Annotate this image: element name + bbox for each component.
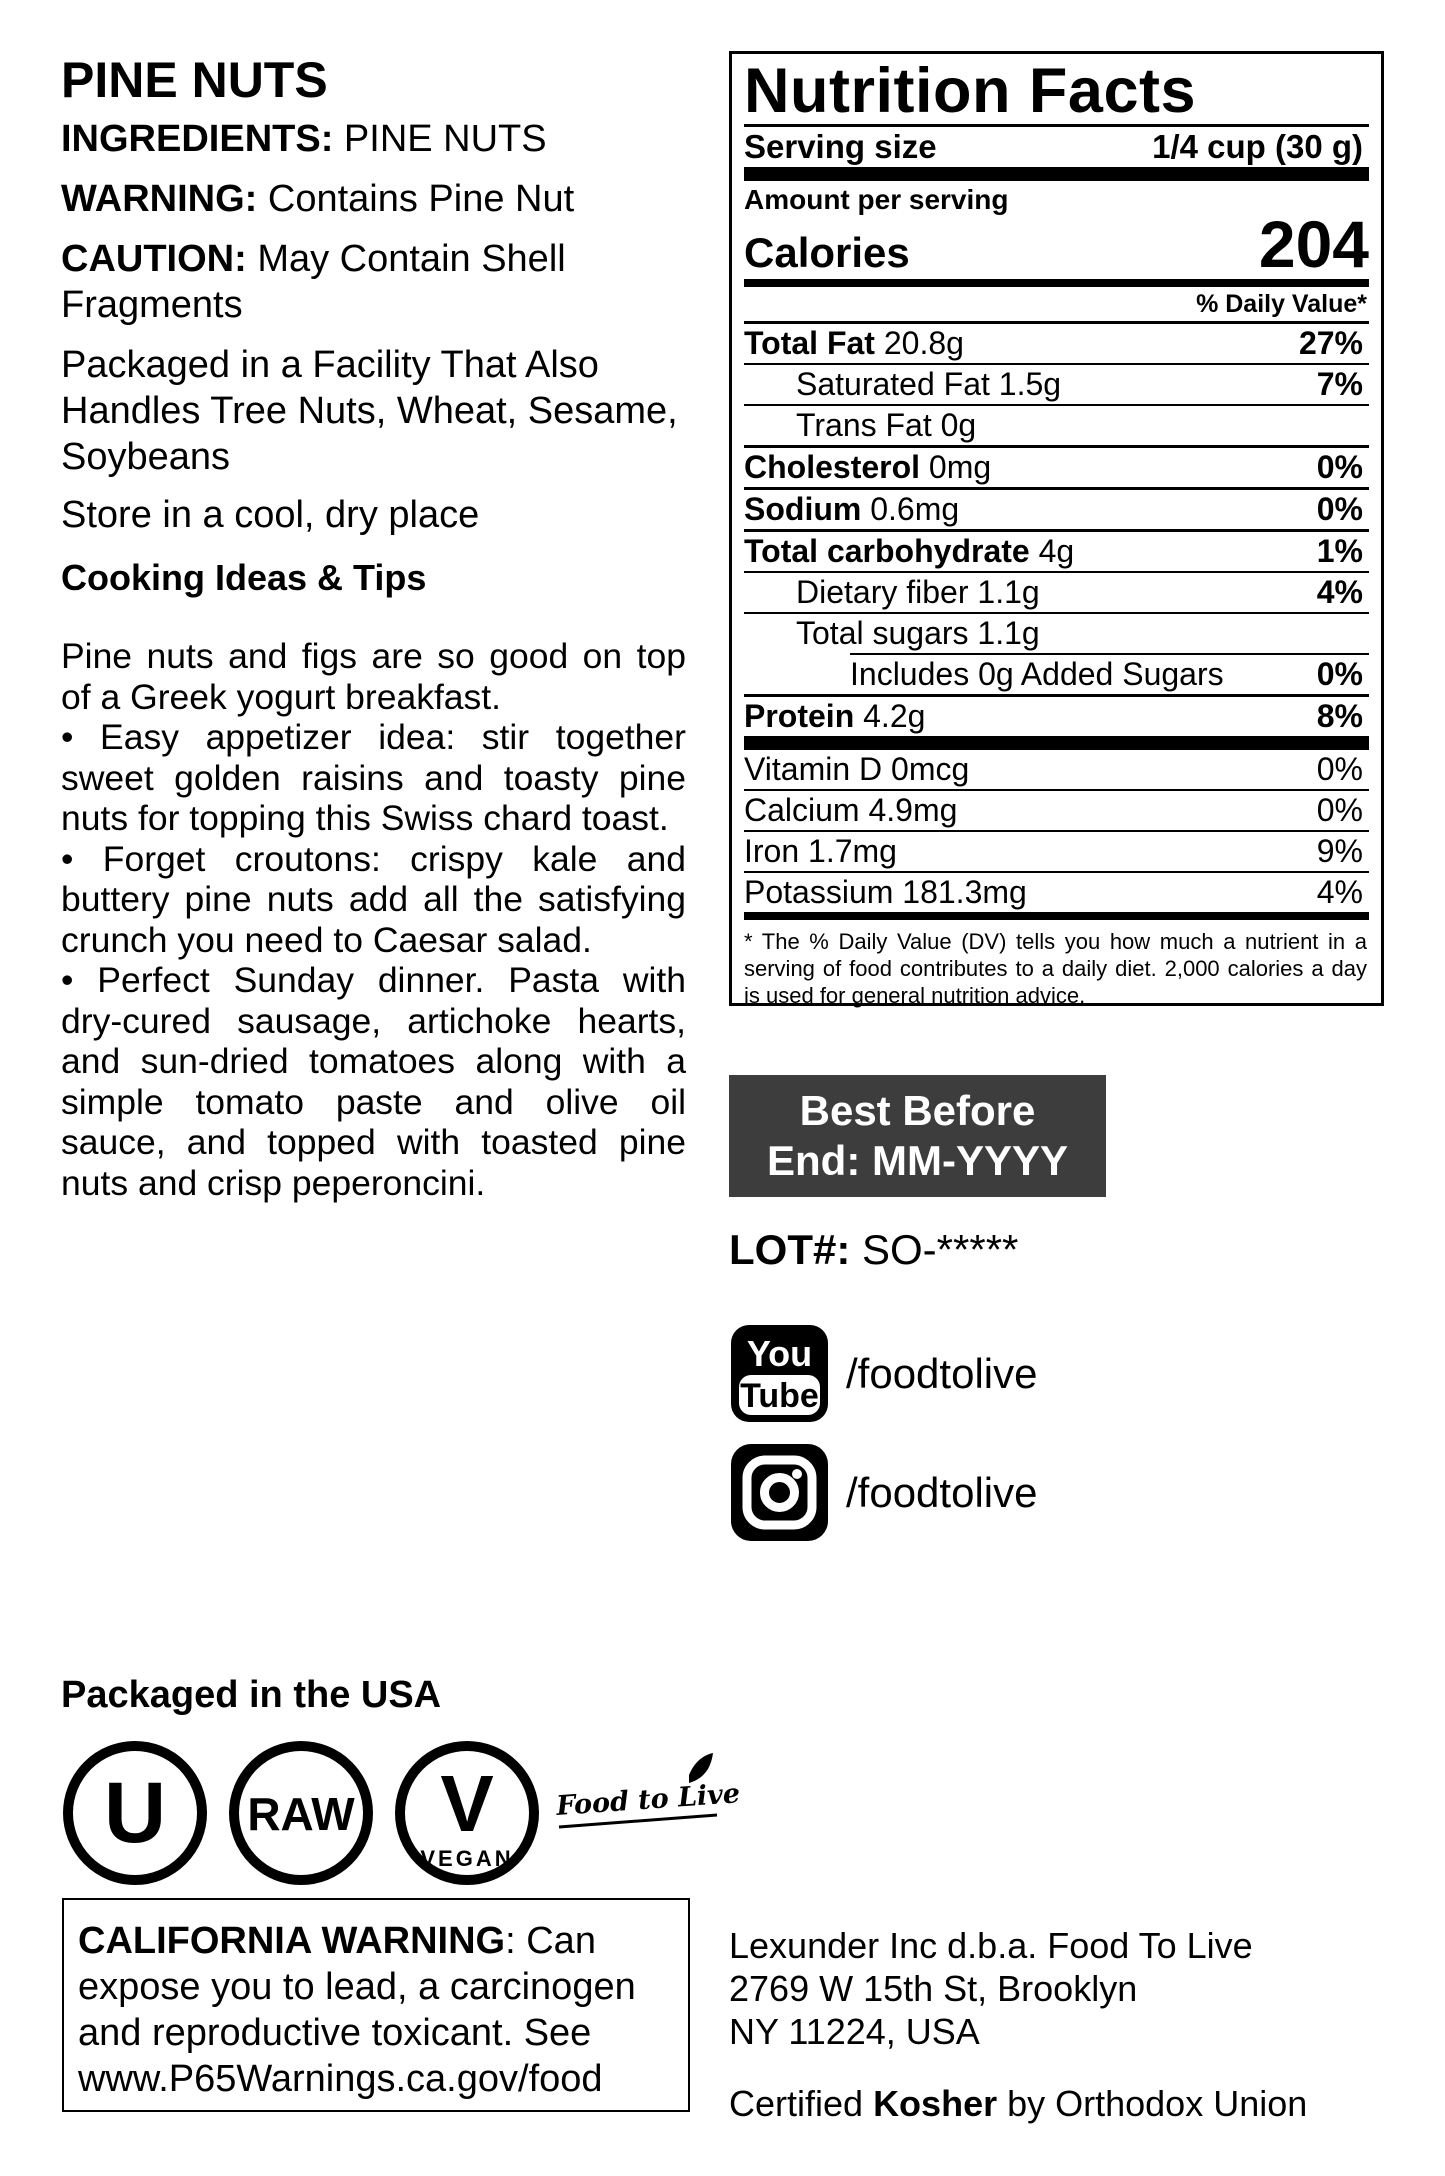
total-fat-row (744, 324, 1369, 363)
tip-item: • Easy appetizer idea: stir together sweet golden raisins and toasty pine nuts for topping this Swiss chard toast. (61, 717, 686, 838)
vitamin-d-dv: 0% (1316, 751, 1363, 787)
kosher-certification (729, 2082, 1307, 2126)
total-fat-label: Total Fat (744, 325, 875, 361)
kosher-bold: Kosher (873, 2083, 998, 2124)
address-line: NY 11224, USA (729, 2011, 980, 2052)
warning-line (61, 176, 686, 222)
calcium-row (744, 791, 1369, 830)
storage-note: Store in a cool, dry place (61, 494, 480, 536)
trans-fat-label: Trans Fat 0g (796, 407, 977, 443)
added-sugars-dv: 0% (1316, 656, 1363, 692)
calcium-dv: 0% (1316, 792, 1363, 828)
cholesterol-dv: 0% (1316, 449, 1363, 485)
best-before-box (729, 1075, 1106, 1197)
brand-logo-text: Food to Live (555, 1778, 742, 1822)
protein-amount: 4.2g (854, 698, 926, 734)
ingredients-line (61, 116, 686, 162)
best-before-line1: Best Before (799, 1087, 1036, 1134)
serving-size-label: Serving size (744, 128, 937, 165)
ou-kosher-badge (68, 1746, 202, 1880)
sodium-label: Sodium (744, 491, 862, 527)
nutrition-facts-panel (729, 51, 1384, 1006)
company-address (729, 1924, 1253, 2053)
total-fat-amount: 20.8g (874, 325, 964, 361)
best-before-line2: End: MM-YYYY (767, 1137, 1068, 1184)
youtube-link[interactable] (729, 1323, 1037, 1424)
nutrition-footnote: * The % Daily Value (DV) tells you how much a nutrient in a serving of food contributes to a daily diet. 2,000 calories a day is used for general nutrition advice. (744, 929, 1367, 1008)
instagram-handle[interactable]: /foodtolive (846, 1468, 1038, 1516)
daily-value-header: % Daily Value* (1196, 290, 1367, 318)
raw-badge-text: RAW (247, 1788, 355, 1840)
iron-dv: 9% (1316, 833, 1363, 869)
lot-value: SO-***** (850, 1226, 1019, 1273)
calories-value: 204 (1258, 207, 1369, 281)
calcium-label: Calcium 4.9mg (744, 792, 958, 828)
vegan-badge (400, 1746, 534, 1880)
facility-note: Packaged in a Facility That Also Handles Tree Nuts, Wheat, Sesame, Soybeans (61, 344, 678, 478)
product-info (61, 50, 686, 1203)
cholesterol-row (744, 448, 1369, 487)
added-sugars-row (744, 655, 1369, 694)
potassium-label: Potassium 181.3mg (744, 874, 1027, 910)
tips-heading: Cooking Ideas & Tips (61, 557, 427, 598)
saturated-fat-label: Saturated Fat 1.5g (796, 366, 1062, 402)
kosher-pre: Certified (729, 2083, 874, 2124)
protein-dv: 8% (1316, 698, 1363, 734)
instagram-icon (729, 1442, 830, 1543)
dietary-fiber-row (744, 573, 1369, 612)
vegan-badge-v: V (440, 1759, 494, 1848)
calories-row (744, 209, 1369, 279)
trans-fat-row (744, 406, 1369, 445)
instagram-link[interactable] (729, 1442, 1037, 1543)
saturated-fat-row (744, 365, 1369, 404)
potassium-row (744, 873, 1369, 912)
warning-value: Contains Pine Nut (257, 178, 575, 220)
tip-item: • Forget croutons: crispy kale and buttery pine nuts add all the satisfying crunch you need to Caesar salad. (61, 838, 686, 960)
sodium-dv: 0% (1316, 491, 1363, 527)
total-fat-dv: 27% (1298, 325, 1363, 361)
california-warning-text: : Can expose you to lead, a carcinogen and reproductive toxicant. See www.P65Warnings.ca.gov/food (78, 1920, 636, 2100)
ingredients-label: INGREDIENTS: (61, 118, 334, 160)
kosher-post: by Orthodox Union (997, 2083, 1308, 2124)
california-warning-label: CALIFORNIA WARNING (78, 1920, 506, 1962)
vitamin-d-row (744, 750, 1369, 789)
dietary-fiber-dv: 4% (1316, 574, 1363, 610)
ingredients-value: PINE NUTS (333, 118, 547, 160)
lot-label: LOT#: (729, 1226, 851, 1273)
caution-value: May Contain Shell Fragments (61, 238, 566, 326)
total-carb-dv: 1% (1316, 533, 1363, 569)
warning-label: WARNING: (61, 178, 258, 220)
vegan-badge-text: VEGAN (420, 1846, 514, 1871)
serving-size-row (744, 127, 1369, 167)
ou-badge-letter: U (103, 1765, 167, 1861)
protein-row (744, 697, 1369, 736)
tip-item: Pine nuts and figs are so good on top of a Greek yogurt breakfast. (61, 636, 686, 717)
youtube-icon-text-bottom: Tube (740, 1377, 819, 1415)
calories-label: Calories (744, 229, 910, 276)
caution-line (61, 236, 686, 328)
dietary-fiber-label: Dietary fiber 1.1g (796, 574, 1040, 610)
caution-label: CAUTION: (61, 238, 247, 280)
tip-item: • Perfect Sunday dinner. Pasta with dry-cured sausage, artichoke hearts, and sun-dried tomatoes along with a simple tomato paste and olive oil sauce, and topped with toasted pine nuts and crisp peperoncini. (61, 960, 686, 1203)
youtube-icon-text-top: You (746, 1333, 813, 1374)
address-line: 2769 W 15th St, Brooklyn (729, 1968, 1138, 2009)
iron-label: Iron 1.7mg (744, 833, 897, 869)
serving-size-value: 1/4 cup (30 g) (1152, 128, 1363, 165)
potassium-dv: 4% (1316, 874, 1363, 910)
certification-badges (61, 1735, 742, 1895)
food-to-live-logo (554, 1753, 741, 1827)
california-warning (62, 1898, 690, 2112)
product-title: PINE NUTS (61, 52, 328, 108)
youtube-icon (729, 1323, 830, 1424)
sodium-row (744, 490, 1369, 529)
total-sugars-label: Total sugars 1.1g (796, 615, 1040, 651)
lot-number (729, 1225, 1018, 1275)
tips-list (61, 636, 686, 1203)
iron-row (744, 832, 1369, 871)
vitamin-d-label: Vitamin D 0mcg (744, 751, 970, 787)
total-carb-amount: 4g (1029, 533, 1075, 569)
sodium-amount: 0.6mg (861, 491, 960, 527)
cholesterol-label: Cholesterol (744, 449, 921, 485)
total-sugars-row (744, 614, 1369, 653)
nutrition-title: Nutrition Facts (744, 56, 1197, 126)
added-sugars-label: Includes 0g Added Sugars (850, 656, 1224, 692)
cholesterol-amount: 0mg (920, 449, 992, 485)
address-line: Lexunder Inc d.b.a. Food To Live (729, 1925, 1253, 1966)
saturated-fat-dv: 7% (1316, 366, 1363, 402)
protein-label: Protein (744, 698, 855, 734)
packaged-in-usa: Packaged in the USA (61, 1674, 442, 1716)
total-carb-label: Total carbohydrate (744, 533, 1030, 569)
amount-per-serving: Amount per serving (744, 184, 1009, 215)
total-carb-row (744, 532, 1369, 571)
raw-badge (234, 1746, 368, 1880)
youtube-handle[interactable]: /foodtolive (846, 1349, 1038, 1397)
